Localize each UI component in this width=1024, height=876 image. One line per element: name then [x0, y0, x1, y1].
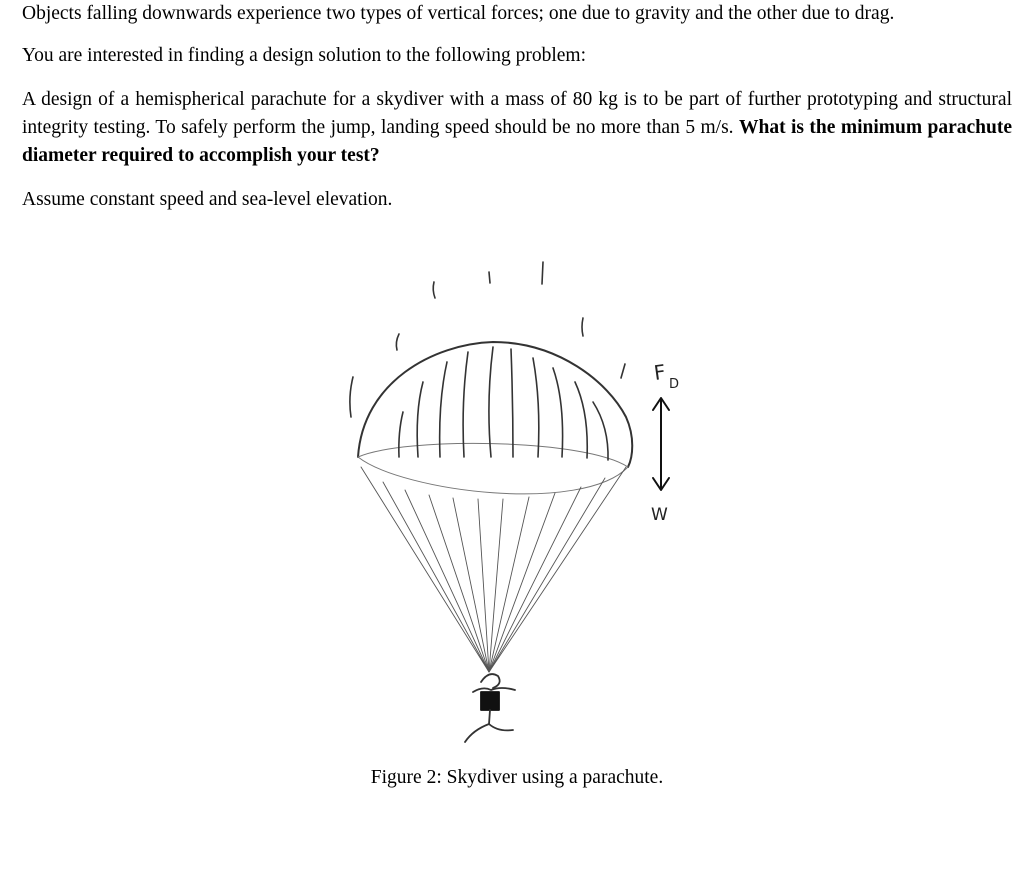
parachute-sketch	[343, 252, 688, 752]
airflow-stroke	[582, 318, 583, 336]
canopy-gore	[463, 352, 468, 457]
canopy-gore	[489, 347, 493, 457]
canopy-gore	[440, 362, 447, 457]
interest-paragraph: You are interested in finding a design solution to the following problem:	[22, 45, 586, 66]
problem-statement: A design of a hemispherical parachute for a skydiver with a mass of 80 kg is to be part of further prototyping and structural integrity testing. To safely perform the jump, landing speed should be no more than 5 m/s.	[22, 89, 1012, 138]
intro-paragraph: Objects falling downwards experience two types of vertical forces; one due to gravity and the other due to drag.	[22, 3, 895, 24]
problem-question: What is the minimum parachute diameter required to accomplish your test?	[22, 117, 1012, 166]
suspension-line	[489, 487, 581, 672]
suspension-line	[429, 495, 489, 672]
airflow-stroke	[433, 282, 435, 298]
canopy-gore	[511, 349, 513, 457]
airflow-stroke	[489, 272, 490, 283]
suspension-line	[489, 493, 555, 672]
canopy-gore	[553, 368, 563, 457]
canopy-gore	[575, 382, 587, 458]
weight-force-label: W	[651, 505, 668, 525]
suspension-line	[383, 482, 489, 672]
skydiver-torso	[481, 692, 499, 710]
canopy-rim	[358, 457, 628, 494]
drag-force-subscript: D	[669, 377, 680, 392]
skydiver-head	[481, 674, 500, 688]
figure-caption: Figure 2: Skydiver using a parachute.	[370, 767, 664, 788]
skydiver	[465, 674, 515, 742]
document-body	[22, 0, 1012, 214]
suspension-line	[405, 490, 489, 672]
canopy-gore	[533, 358, 539, 457]
skydiver-body	[489, 710, 490, 724]
parachute-figure	[343, 252, 688, 752]
airflow-stroke	[396, 334, 399, 350]
airflow-stroke	[542, 262, 543, 284]
assumption-paragraph: Assume constant speed and sea-level elevation.	[22, 189, 393, 210]
suspension-line	[489, 499, 503, 672]
force-arrows	[653, 398, 669, 490]
canopy-gore	[593, 402, 608, 460]
suspension-line	[489, 478, 605, 672]
suspension-line	[489, 467, 626, 672]
canopy-gore	[399, 412, 403, 457]
skydiver-legs	[465, 724, 513, 742]
drag-force-label: F	[652, 359, 668, 385]
airflow-stroke	[621, 364, 625, 378]
problem-paragraph	[22, 86, 1012, 170]
suspension-line	[361, 467, 489, 672]
suspension-line	[489, 497, 529, 672]
airflow-stroke	[350, 377, 353, 417]
